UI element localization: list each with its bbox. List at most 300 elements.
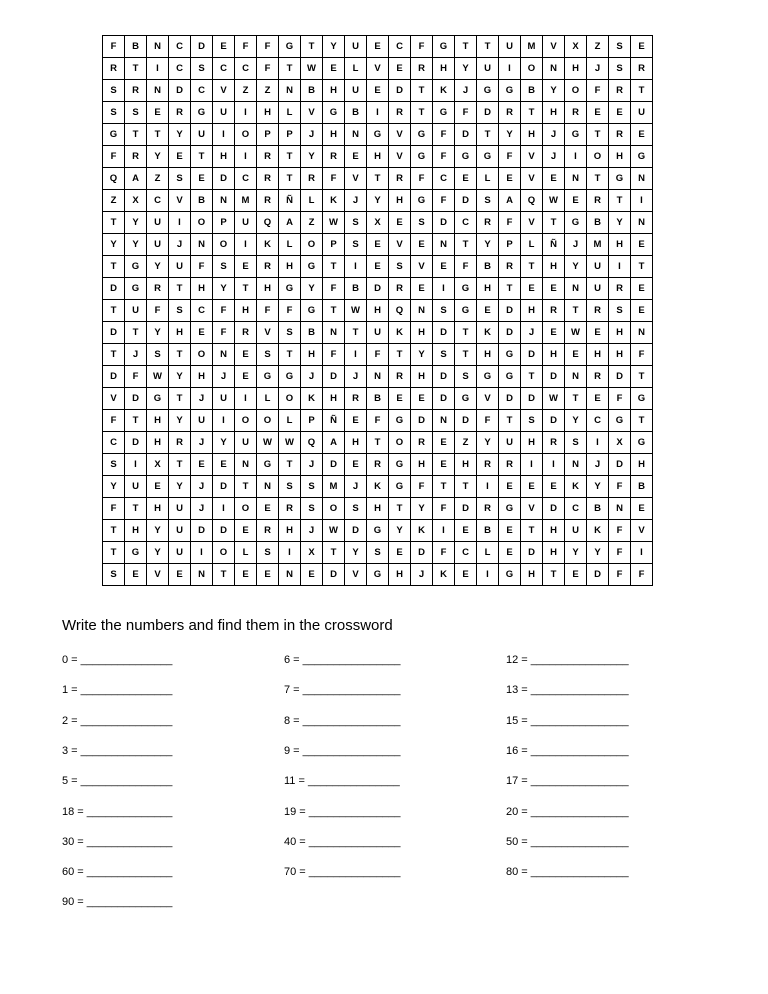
grid-cell: G: [367, 564, 389, 586]
grid-cell: G: [367, 520, 389, 542]
grid-cell: V: [521, 212, 543, 234]
grid-cell: S: [521, 410, 543, 432]
grid-cell: Y: [477, 234, 499, 256]
grid-cell: E: [367, 256, 389, 278]
grid-cell: G: [477, 366, 499, 388]
grid-cell: J: [213, 366, 235, 388]
grid-cell: E: [147, 102, 169, 124]
grid-cell: L: [301, 190, 323, 212]
grid-cell: E: [565, 564, 587, 586]
grid-cell: S: [257, 344, 279, 366]
grid-cell: N: [213, 344, 235, 366]
grid-cell: D: [477, 102, 499, 124]
grid-cell: H: [521, 564, 543, 586]
grid-cell: I: [235, 234, 257, 256]
grid-cell: U: [235, 212, 257, 234]
grid-cell: Y: [301, 146, 323, 168]
grid-cell: R: [477, 498, 499, 520]
grid-cell: D: [543, 366, 565, 388]
grid-row: [103, 388, 653, 410]
grid-cell: H: [543, 344, 565, 366]
grid-cell: G: [257, 454, 279, 476]
number-answer-line[interactable]: 50 = ________________: [506, 835, 629, 848]
grid-cell: Y: [477, 432, 499, 454]
grid-cell: F: [631, 344, 653, 366]
grid-cell: T: [543, 564, 565, 586]
grid-cell: H: [543, 102, 565, 124]
grid-cell: B: [345, 102, 367, 124]
grid-cell: C: [147, 190, 169, 212]
grid-cell: V: [147, 564, 169, 586]
grid-cell: A: [499, 190, 521, 212]
grid-cell: P: [213, 212, 235, 234]
grid-cell: J: [411, 564, 433, 586]
grid-cell: E: [587, 102, 609, 124]
grid-cell: S: [169, 168, 191, 190]
grid-cell: H: [455, 454, 477, 476]
grid-cell: R: [125, 80, 147, 102]
grid-cell: B: [477, 520, 499, 542]
number-answer-line[interactable]: 90 = ______________: [62, 896, 173, 909]
grid-cell: Y: [565, 410, 587, 432]
grid-cell: L: [279, 410, 301, 432]
grid-cell: R: [257, 256, 279, 278]
grid-cell: S: [565, 432, 587, 454]
grid-cell: R: [411, 432, 433, 454]
grid-cell: F: [103, 146, 125, 168]
number-answer-line[interactable]: 9 = ________________: [284, 744, 401, 757]
number-answer-line[interactable]: 80 = ________________: [506, 866, 629, 879]
grid-cell: F: [103, 410, 125, 432]
grid-cell: D: [455, 410, 477, 432]
grid-cell: H: [147, 410, 169, 432]
grid-cell: D: [411, 410, 433, 432]
grid-cell: N: [279, 80, 301, 102]
grid-cell: I: [521, 454, 543, 476]
grid-cell: F: [191, 256, 213, 278]
grid-cell: F: [609, 542, 631, 564]
grid-cell: G: [455, 146, 477, 168]
grid-cell: I: [279, 542, 301, 564]
grid-cell: H: [367, 146, 389, 168]
grid-cell: G: [301, 256, 323, 278]
number-answer-line[interactable]: 2 = _______________: [62, 714, 173, 727]
grid-cell: S: [345, 212, 367, 234]
grid-cell: K: [301, 388, 323, 410]
grid-cell: V: [301, 102, 323, 124]
grid-cell: J: [301, 124, 323, 146]
grid-cell: V: [213, 80, 235, 102]
grid-cell: N: [345, 124, 367, 146]
grid-cell: G: [631, 432, 653, 454]
grid-cell: S: [213, 256, 235, 278]
grid-cell: J: [345, 190, 367, 212]
grid-cell: T: [279, 454, 301, 476]
grid-cell: W: [147, 366, 169, 388]
grid-cell: O: [257, 410, 279, 432]
grid-cell: H: [345, 432, 367, 454]
grid-cell: T: [631, 256, 653, 278]
grid-cell: A: [279, 212, 301, 234]
grid-cell: I: [169, 212, 191, 234]
grid-row: [103, 366, 653, 388]
grid-cell: D: [609, 366, 631, 388]
grid-cell: I: [213, 124, 235, 146]
grid-cell: E: [191, 322, 213, 344]
grid-cell: Y: [169, 410, 191, 432]
grid-cell: S: [103, 454, 125, 476]
grid-cell: N: [609, 498, 631, 520]
grid-cell: D: [433, 212, 455, 234]
grid-cell: U: [169, 542, 191, 564]
grid-cell: T: [433, 476, 455, 498]
grid-cell: G: [455, 388, 477, 410]
grid-cell: S: [103, 80, 125, 102]
grid-cell: V: [389, 146, 411, 168]
grid-cell: T: [125, 410, 147, 432]
grid-cell: U: [169, 256, 191, 278]
grid-cell: S: [257, 542, 279, 564]
grid-cell: F: [433, 190, 455, 212]
grid-cell: F: [367, 344, 389, 366]
grid-cell: E: [433, 256, 455, 278]
grid-cell: D: [587, 564, 609, 586]
grid-cell: G: [477, 80, 499, 102]
grid-cell: K: [565, 476, 587, 498]
grid-cell: D: [125, 432, 147, 454]
grid-cell: T: [411, 80, 433, 102]
grid-row: [103, 278, 653, 300]
grid-cell: H: [257, 102, 279, 124]
grid-cell: T: [103, 520, 125, 542]
grid-cell: K: [257, 234, 279, 256]
grid-cell: I: [565, 146, 587, 168]
grid-cell: D: [345, 520, 367, 542]
grid-cell: S: [609, 36, 631, 58]
grid-cell: Q: [103, 168, 125, 190]
grid-cell: U: [169, 520, 191, 542]
grid-cell: E: [521, 476, 543, 498]
grid-cell: C: [455, 212, 477, 234]
grid-cell: B: [191, 190, 213, 212]
grid-row: [103, 432, 653, 454]
grid-cell: E: [323, 58, 345, 80]
grid-cell: T: [169, 278, 191, 300]
grid-cell: H: [279, 520, 301, 542]
number-answer-line[interactable]: 17 = ________________: [506, 775, 629, 788]
number-answer-line[interactable]: 6 = ________________: [284, 654, 401, 666]
grid-cell: S: [279, 322, 301, 344]
grid-cell: R: [147, 278, 169, 300]
grid-cell: F: [499, 146, 521, 168]
grid-cell: J: [191, 476, 213, 498]
number-answer-line[interactable]: 5 = _______________: [62, 775, 173, 788]
number-answer-line[interactable]: 8 = ________________: [284, 714, 401, 727]
grid-cell: E: [169, 564, 191, 586]
grid-cell: H: [609, 234, 631, 256]
grid-cell: J: [521, 322, 543, 344]
grid-cell: E: [235, 564, 257, 586]
grid-cell: H: [235, 300, 257, 322]
grid-cell: E: [631, 124, 653, 146]
number-answer-line[interactable]: 11 = _______________: [284, 775, 400, 788]
number-answer-line[interactable]: 20 = ________________: [506, 805, 629, 818]
grid-cell: Z: [103, 190, 125, 212]
number-answer-line[interactable]: 70 = _______________: [284, 866, 401, 879]
number-answer-line[interactable]: 40 = _______________: [284, 835, 401, 848]
grid-row: [103, 146, 653, 168]
grid-cell: I: [367, 102, 389, 124]
grid-cell: D: [103, 366, 125, 388]
grid-cell: F: [411, 36, 433, 58]
grid-cell: P: [301, 410, 323, 432]
grid-cell: E: [565, 190, 587, 212]
number-answer-line[interactable]: 12 = ________________: [506, 654, 629, 666]
grid-cell: R: [103, 58, 125, 80]
grid-cell: E: [389, 542, 411, 564]
grid-row: [103, 300, 653, 322]
grid-cell: T: [103, 300, 125, 322]
grid-cell: C: [235, 58, 257, 80]
number-answer-line[interactable]: 0 = _______________: [62, 654, 173, 666]
grid-cell: R: [477, 212, 499, 234]
grid-cell: U: [565, 520, 587, 542]
grid-cell: H: [609, 146, 631, 168]
grid-cell: R: [587, 366, 609, 388]
grid-cell: Y: [587, 542, 609, 564]
grid-cell: R: [499, 256, 521, 278]
grid-cell: F: [433, 542, 455, 564]
grid-cell: Y: [213, 278, 235, 300]
grid-cell: T: [521, 520, 543, 542]
grid-cell: J: [345, 476, 367, 498]
grid-cell: J: [345, 366, 367, 388]
grid-cell: H: [521, 124, 543, 146]
grid-cell: U: [587, 278, 609, 300]
grid-cell: Y: [103, 476, 125, 498]
grid-cell: U: [587, 256, 609, 278]
grid-cell: G: [257, 366, 279, 388]
grid-cell: S: [367, 542, 389, 564]
grid-cell: C: [455, 542, 477, 564]
grid-cell: C: [103, 432, 125, 454]
grid-cell: V: [169, 190, 191, 212]
grid-cell: Y: [169, 476, 191, 498]
grid-cell: V: [477, 388, 499, 410]
grid-cell: I: [213, 410, 235, 432]
grid-cell: S: [345, 498, 367, 520]
number-answer-line[interactable]: 16 = ________________: [506, 744, 629, 757]
grid-cell: E: [235, 520, 257, 542]
grid-cell: R: [257, 146, 279, 168]
grid-cell: T: [455, 476, 477, 498]
grid-cell: G: [279, 36, 301, 58]
grid-cell: T: [103, 256, 125, 278]
grid-cell: Y: [565, 256, 587, 278]
grid-cell: E: [631, 498, 653, 520]
grid-cell: F: [455, 102, 477, 124]
grid-cell: M: [323, 476, 345, 498]
grid-cell: W: [543, 190, 565, 212]
grid-cell: O: [191, 212, 213, 234]
grid-cell: H: [125, 520, 147, 542]
grid-cell: G: [631, 146, 653, 168]
grid-cell: U: [169, 498, 191, 520]
grid-cell: P: [499, 234, 521, 256]
grid-cell: Z: [257, 80, 279, 102]
grid-cell: H: [367, 300, 389, 322]
grid-cell: E: [521, 278, 543, 300]
grid-cell: U: [147, 212, 169, 234]
number-answer-line[interactable]: 15 = ________________: [506, 714, 629, 727]
grid-cell: R: [609, 278, 631, 300]
grid-cell: T: [235, 476, 257, 498]
grid-cell: G: [499, 344, 521, 366]
number-answer-line[interactable]: 19 = _______________: [284, 805, 401, 818]
grid-cell: T: [521, 256, 543, 278]
grid-cell: X: [609, 432, 631, 454]
grid-cell: T: [587, 168, 609, 190]
number-answer-line[interactable]: 18 = ______________: [62, 805, 173, 818]
grid-cell: T: [499, 278, 521, 300]
grid-cell: E: [499, 476, 521, 498]
grid-row: [103, 322, 653, 344]
grid-cell: G: [389, 454, 411, 476]
grid-cell: E: [389, 388, 411, 410]
grid-cell: Y: [169, 124, 191, 146]
grid-cell: I: [543, 454, 565, 476]
grid-cell: U: [499, 432, 521, 454]
grid-cell: H: [323, 124, 345, 146]
grid-cell: L: [345, 58, 367, 80]
grid-cell: H: [543, 256, 565, 278]
grid-cell: T: [279, 146, 301, 168]
grid-cell: J: [169, 234, 191, 256]
grid-cell: J: [191, 432, 213, 454]
grid-cell: V: [103, 388, 125, 410]
grid-cell: R: [499, 102, 521, 124]
grid-cell: I: [125, 454, 147, 476]
grid-cell: U: [477, 58, 499, 80]
grid-cell: Z: [587, 36, 609, 58]
grid-cell: V: [345, 564, 367, 586]
grid-cell: D: [323, 454, 345, 476]
grid-cell: D: [213, 476, 235, 498]
grid-cell: B: [125, 36, 147, 58]
grid-cell: T: [367, 168, 389, 190]
grid-cell: Z: [147, 168, 169, 190]
grid-cell: W: [279, 432, 301, 454]
grid-cell: F: [323, 344, 345, 366]
number-answer-line[interactable]: 13 = ________________: [506, 684, 629, 697]
grid-cell: Y: [367, 190, 389, 212]
grid-cell: D: [609, 454, 631, 476]
grid-cell: U: [191, 410, 213, 432]
grid-cell: H: [257, 278, 279, 300]
grid-cell: X: [147, 454, 169, 476]
grid-cell: R: [125, 146, 147, 168]
grid-cell: T: [477, 124, 499, 146]
grid-row: [103, 36, 653, 58]
grid-cell: E: [213, 454, 235, 476]
grid-cell: N: [433, 234, 455, 256]
grid-cell: V: [345, 168, 367, 190]
grid-cell: H: [521, 432, 543, 454]
grid-cell: G: [367, 124, 389, 146]
grid-cell: G: [499, 80, 521, 102]
grid-cell: H: [543, 542, 565, 564]
grid-cell: D: [499, 322, 521, 344]
grid-cell: E: [631, 234, 653, 256]
grid-cell: S: [169, 300, 191, 322]
grid-cell: E: [389, 58, 411, 80]
grid-cell: I: [191, 542, 213, 564]
number-answer-line[interactable]: 3 = _______________: [62, 744, 173, 757]
word-search-grid: [102, 35, 653, 586]
grid-cell: E: [565, 344, 587, 366]
grid-cell: Q: [301, 432, 323, 454]
number-answer-line[interactable]: 30 = ______________: [62, 835, 173, 848]
grid-cell: R: [169, 432, 191, 454]
grid-cell: R: [477, 454, 499, 476]
grid-cell: H: [477, 344, 499, 366]
grid-cell: G: [411, 124, 433, 146]
number-answer-line[interactable]: 60 = ______________: [62, 866, 173, 879]
grid-cell: E: [367, 80, 389, 102]
grid-cell: U: [147, 234, 169, 256]
grid-cell: E: [235, 366, 257, 388]
grid-cell: Y: [213, 432, 235, 454]
grid-cell: Y: [147, 146, 169, 168]
grid-cell: T: [565, 388, 587, 410]
number-answer-line[interactable]: 1 = _______________: [62, 684, 173, 697]
grid-cell: K: [411, 520, 433, 542]
grid-cell: E: [345, 454, 367, 476]
grid-cell: J: [587, 58, 609, 80]
grid-cell: F: [587, 80, 609, 102]
grid-cell: G: [323, 102, 345, 124]
grid-cell: F: [279, 300, 301, 322]
grid-cell: N: [191, 564, 213, 586]
grid-cell: L: [279, 234, 301, 256]
grid-cell: T: [103, 344, 125, 366]
grid-cell: G: [411, 146, 433, 168]
grid-cell: G: [191, 102, 213, 124]
grid-cell: T: [477, 36, 499, 58]
grid-cell: S: [103, 102, 125, 124]
grid-cell: R: [389, 278, 411, 300]
grid-cell: D: [323, 366, 345, 388]
grid-cell: I: [147, 58, 169, 80]
grid-row: [103, 234, 653, 256]
grid-cell: B: [587, 498, 609, 520]
grid-cell: P: [323, 234, 345, 256]
grid-cell: F: [609, 388, 631, 410]
grid-cell: D: [521, 542, 543, 564]
grid-cell: Y: [301, 278, 323, 300]
grid-cell: M: [521, 36, 543, 58]
grid-cell: F: [631, 564, 653, 586]
grid-cell: T: [125, 58, 147, 80]
grid-cell: Q: [257, 212, 279, 234]
grid-cell: O: [587, 146, 609, 168]
grid-cell: E: [235, 344, 257, 366]
number-answer-line[interactable]: 7 = ________________: [284, 684, 401, 697]
grid-cell: Y: [125, 212, 147, 234]
grid-cell: R: [411, 58, 433, 80]
grid-cell: O: [301, 234, 323, 256]
grid-cell: R: [609, 124, 631, 146]
